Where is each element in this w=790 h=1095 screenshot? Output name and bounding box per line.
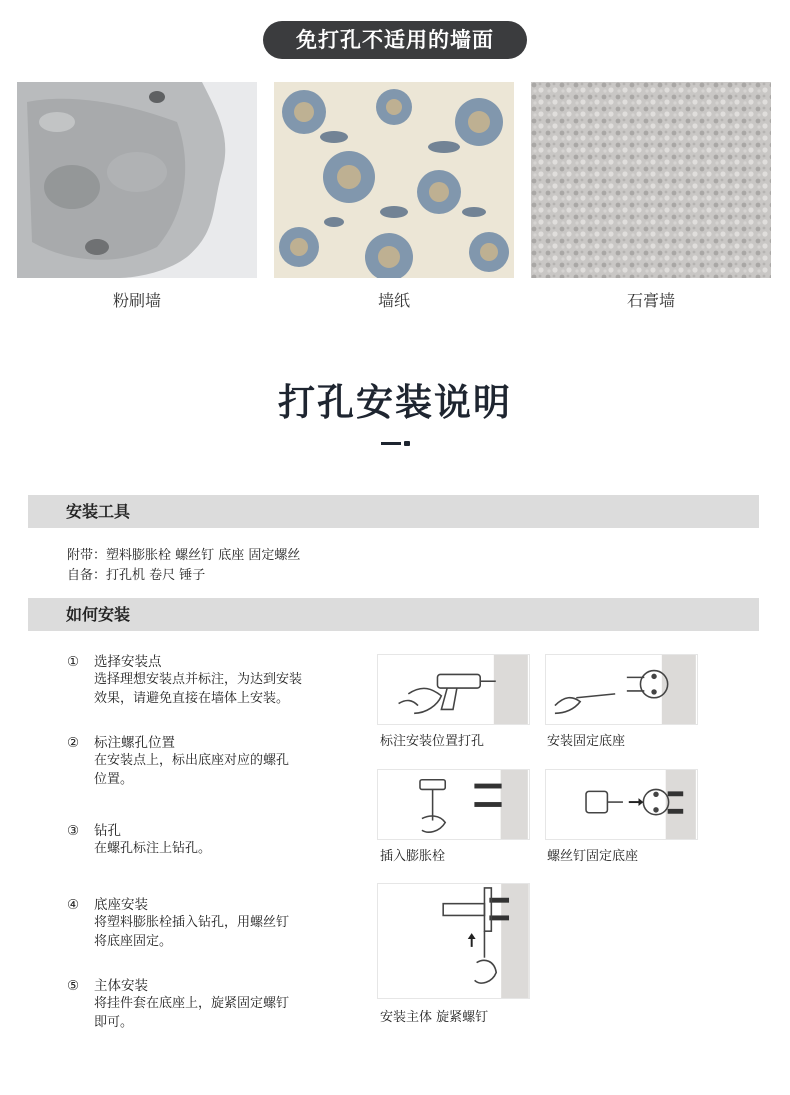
header-badge: 免打孔不适用的墙面 xyxy=(263,21,527,59)
howto-heading: 如何安装 xyxy=(28,598,759,631)
drill-icon xyxy=(377,654,530,725)
title-divider-dot xyxy=(404,441,410,446)
hammer-anchor-icon xyxy=(377,769,530,840)
step-2-desc: 在安装点上，标出底座对应的螺孔 位置。 xyxy=(94,753,290,787)
step-1-desc: 选择理想安装点并标注，为达到安装 效果，请避免直接在墙体上安装。 xyxy=(94,672,303,706)
base-screw-icon xyxy=(545,769,698,840)
illus-4-caption: 螺丝钉固定底座 xyxy=(547,849,639,864)
step-3-desc: 在螺孔标注上钻孔。 xyxy=(94,841,212,856)
tools-included: 附带：塑料膨胀栓 螺丝钉 底座 固定螺丝 xyxy=(67,548,301,563)
gypsum-wall-label: 石膏墙 xyxy=(626,291,675,310)
step-5-title: ⑤ 主体安装 xyxy=(67,978,148,994)
screwdriver-base-icon xyxy=(545,654,698,725)
title-divider xyxy=(381,442,401,445)
tools-self-prepared: 自备：打孔机 卷尺 锤子 xyxy=(67,568,206,583)
step-3-title: ③ 钻孔 xyxy=(67,823,121,839)
step-4-title: ④ 底座安装 xyxy=(67,897,148,913)
step-5-desc: 将挂件套在底座上，旋紧固定螺钉 即可。 xyxy=(94,996,290,1030)
wallpaper-image xyxy=(274,82,514,278)
mount-body-icon xyxy=(377,883,530,999)
step-4-desc: 将塑料膨胀栓插入钻孔，用螺丝钉 将底座固定。 xyxy=(94,915,290,949)
section-title: 打孔安装说明 xyxy=(278,381,512,424)
gypsum-wall-image xyxy=(531,82,771,278)
plaster-wall-label: 粉刷墙 xyxy=(112,291,161,310)
illus-5-caption: 安装主体 旋紧螺钉 xyxy=(380,1010,489,1025)
tools-heading: 安装工具 xyxy=(28,495,759,528)
illus-3-caption: 插入膨胀栓 xyxy=(380,849,446,864)
illus-1-caption: 标注安装位置打孔 xyxy=(380,734,485,749)
plaster-wall-image xyxy=(17,82,257,278)
step-1-title: ① 选择安装点 xyxy=(67,654,162,670)
wallpaper-label: 墙纸 xyxy=(377,291,410,310)
step-2-title: ② 标注螺孔位置 xyxy=(67,735,175,751)
illus-2-caption: 安装固定底座 xyxy=(547,734,626,749)
